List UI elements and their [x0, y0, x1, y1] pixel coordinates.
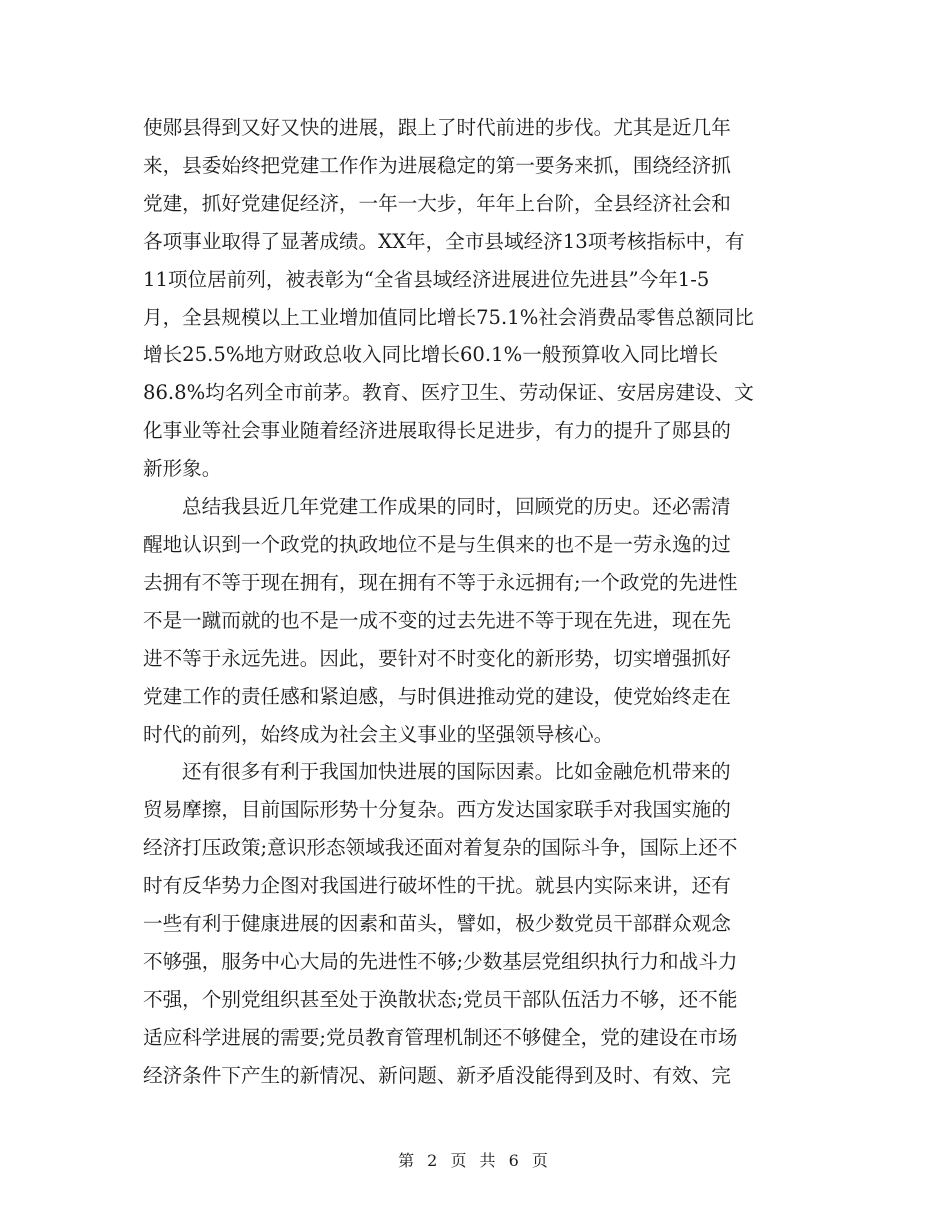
text-line: 党建，抓好党建促经济，一年一大步，年年上台阶，全县经济社会和	[143, 191, 731, 215]
text-line: 还有很多有利于我国加快进展的国际因素。比如金融危机带来的	[182, 760, 731, 784]
paragraph	[143, 753, 808, 1094]
text-line: 时代的前列，始终成为社会主义事业的坚强领导核心。	[143, 722, 614, 746]
text-line: 贸易摩擦，目前国际形势十分复杂。西方发达国家联手对我国实施的	[143, 798, 731, 822]
text-line: 进不等于永远先进。因此，要针对不时变化的新形势，切实增强抓好	[143, 646, 731, 670]
text-line: 党建工作的责任感和紧迫感，与时俱进推动党的建设，使党始终走在	[143, 684, 731, 708]
text-line: 使郧县得到又好又快的进展，跟上了时代前进的步伐。尤其是近几年	[143, 116, 731, 139]
text-line: 一些有利于健康进展的因素和苗头，譬如，极少数党员干部群众观念	[143, 912, 731, 936]
page-footer: 第 2 页 共 6 页	[398, 1151, 552, 1170]
text-line: 不强，个别党组织甚至处于涣散状态;党员干部队伍活力不够，还不能	[143, 987, 738, 1011]
text-line: 化事业等社会事业随着经济进展取得长足进步，有力的提升了郧县的	[143, 419, 731, 443]
paragraph	[143, 488, 808, 753]
text-line: 新形象。	[143, 457, 222, 481]
text-line: 来，县委始终把党建工作作为进展稳定的第一要务来抓，围绕经济抓	[143, 153, 731, 177]
text-line: 醒地认识到一个政党的执政地位不是与生俱来的也不是一劳永逸的过	[143, 532, 731, 556]
document-body	[143, 109, 808, 1095]
text-line: 经济打压政策;意识形态领域我还面对着复杂的国际斗争，国际上还不	[143, 836, 738, 860]
paragraph	[143, 109, 808, 488]
text-line: 86.8%均名列全市前茅。教育、医疗卫生、劳动保证、安居房建设、文	[143, 381, 754, 405]
text-line: 适应科学进展的需要;党员教育管理机制还不够健全，党的建设在市场	[143, 1025, 738, 1049]
text-line: 增长25.5%地方财政总收入同比增长60.1%一般预算收入同比增长	[143, 343, 719, 367]
text-line: 去拥有不等于现在拥有，现在拥有不等于永远拥有;一个政党的先进性	[143, 570, 738, 594]
text-line: 总结我县近几年党建工作成果的同时，回顾党的历史。还必需清	[182, 495, 731, 519]
text-line: 11项位居前列，被表彰为“全省县域经济进展进位先进县”今年1-5	[143, 267, 710, 291]
text-line: 不是一蹴而就的也不是一成不变的过去先进不等于现在先进，现在先	[143, 608, 731, 632]
text-line: 不够强，服务中心大局的先进性不够;少数基层党组织执行力和战斗力	[143, 949, 738, 973]
text-line: 时有反华势力企图对我国进行破坏性的干扰。就县内实际来讲，还有	[143, 874, 731, 898]
text-line: 经济条件下产生的新情况、新问题、新矛盾没能得到及时、有效、完	[143, 1063, 731, 1087]
text-line: 月，全县规模以上工业增加值同比增长75.1%社会消费品零售总额同比	[143, 305, 754, 329]
text-line: 各项事业取得了显著成绩。XX年，全市县域经济13项考核指标中，有	[143, 229, 745, 253]
